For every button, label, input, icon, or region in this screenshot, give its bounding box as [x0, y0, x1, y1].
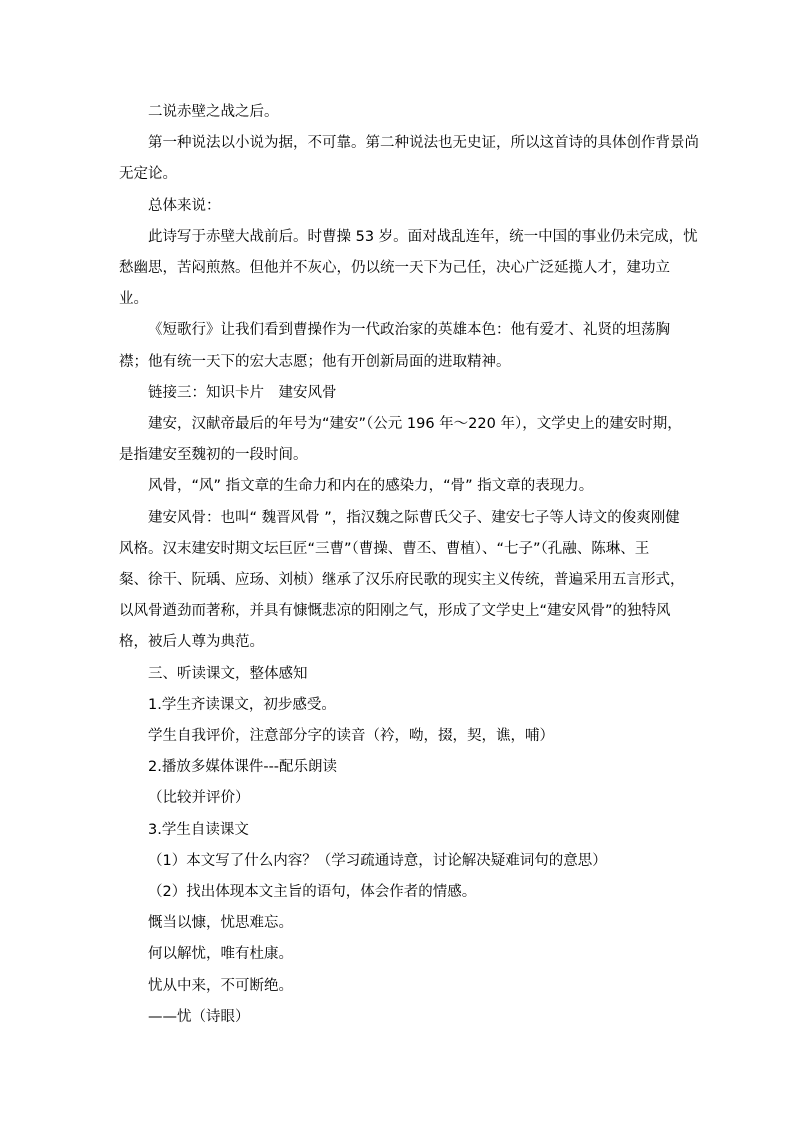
text-line: 业。 [119, 291, 148, 308]
poem-line: 慨当以慷，忧思难忘。 [148, 915, 293, 932]
document-body [119, 97, 699, 1033]
text-line: （比较并评价） [148, 790, 250, 807]
text-line: ——忧（诗眼） [148, 1008, 250, 1025]
text-line: （1）本文写了什么内容？（学习疏通诗意，讨论解决疑难词句的意思） [148, 852, 607, 869]
text-line: （2）找出体现本文主旨的语句，体会作者的情感。 [148, 884, 477, 901]
text-line: 格，被后人尊为典范。 [119, 634, 264, 651]
text-line: 《短歌行》让我们看到曹操作为一代政治家的英雄本色：他有爱才、礼贤的坦荡胸 [148, 322, 670, 339]
section-heading: 链接三：知识卡片 建安风骨 [148, 384, 337, 401]
text-line: 总体来说： [148, 197, 221, 214]
text-line: 建安，汉献帝最后的年号为“建安”（公元 196 年～220 年），文学史上的建安时期， [148, 416, 682, 433]
text-line: 第一种说法以小说为据，不可靠。第二种说法也无史证，所以这首诗的具体创作背景尚 [148, 135, 699, 152]
text-line: 2.播放多媒体课件---配乐朗读 [148, 759, 338, 776]
section-heading: 三、听读课文，整体感知 [148, 665, 308, 682]
text-line: 风骨，“风” 指文章的生命力和内在的感染力，“骨” 指文章的表现力。 [148, 478, 594, 495]
text-line: 无定论。 [119, 166, 177, 183]
poem-line: 何以解忧，唯有杜康。 [148, 946, 293, 963]
text-line: 此诗写于赤壁大战前后。时曹操 53 岁。面对战乱连年，统一中国的事业仍未完成，忧 [148, 228, 698, 245]
poem-line: 忧从中来，不可断绝。 [148, 977, 293, 994]
text-line: 襟；他有统一天下的宏大志愿；他有开创新局面的进取精神。 [119, 353, 511, 370]
text-line: 1.学生齐读课文，初步感受。 [148, 696, 336, 713]
text-line: 二说赤壁之战之后。 [148, 104, 279, 120]
text-line: 学生自我评价，注意部分字的读音（衿，呦，掇，契，谯，哺） [148, 728, 554, 745]
text-line: 建安风骨：也叫“ 魏晋风骨 ”，指汉魏之际曹氏父子、建安七子等人诗文的俊爽刚健 [148, 509, 680, 526]
text-line: 是指建安至魏初的一段时间。 [119, 447, 308, 464]
text-line: 风格。汉末建安时期文坛巨匠“三曹”（曹操、曹丕、曹植）、“七子”（孔融、陈琳、王 [119, 540, 650, 557]
text-line: 愁幽思，苦闷煎熬。但他并不灰心，仍以统一天下为己任，决心广泛延揽人才，建功立 [119, 260, 670, 277]
text-line: 粲、徐干、阮瑀、应玚、刘桢）继承了汉乐府民歌的现实主义传统，普遍采用五言形式， [119, 572, 685, 589]
text-line: 3.学生自读课文 [148, 821, 249, 838]
text-line: 以风骨遒劲而著称，并具有慷慨悲凉的阳刚之气，形成了文学史上“建安风骨”的独特风 [119, 603, 671, 620]
